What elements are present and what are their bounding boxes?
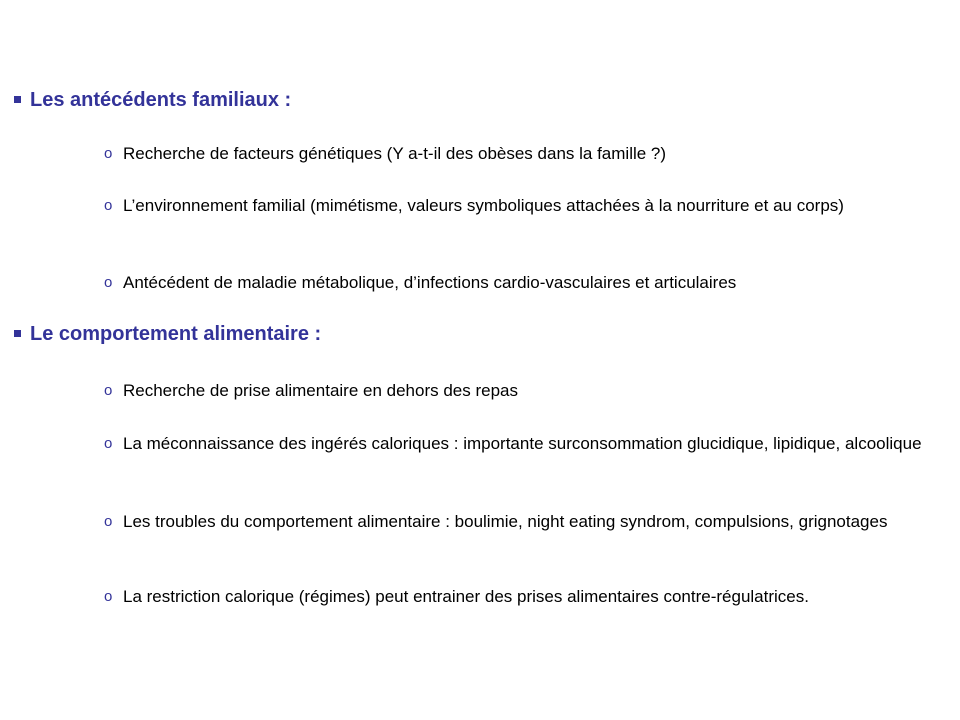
list-item-text: Les troubles du comportement alimentaire : boulimie, night eating syndrom, compulsions, grignotages bbox=[123, 512, 888, 531]
list-item bbox=[104, 193, 944, 218]
list-item bbox=[104, 509, 944, 534]
circle-bullet-icon: o bbox=[104, 145, 113, 162]
circle-bullet-icon: o bbox=[104, 197, 113, 214]
list-item-text: Recherche de prise alimentaire en dehors des repas bbox=[123, 381, 519, 400]
list-item-text: La méconnaissance des ingérés caloriques : importante surconsommation glucidique, lipidique, alcoolique bbox=[123, 434, 922, 453]
list-item bbox=[104, 270, 944, 295]
circle-bullet-icon: o bbox=[104, 513, 113, 530]
circle-bullet-icon: o bbox=[104, 588, 113, 605]
section-heading bbox=[14, 322, 944, 346]
circle-bullet-icon: o bbox=[104, 382, 113, 399]
section-eating-behaviour bbox=[14, 322, 944, 346]
section-heading bbox=[14, 88, 944, 112]
section-heading-text: Le comportement alimentaire : bbox=[30, 323, 322, 345]
list-item-text: La restriction calorique (régimes) peut entrainer des prises alimentaires contre-régulatrices. bbox=[123, 587, 809, 606]
list-item-text: Antécédent de maladie métabolique, d’infections cardio-vasculaires et articulaires bbox=[123, 273, 737, 292]
section-heading-text: Les antécédents familiaux : bbox=[30, 89, 292, 111]
list-item-text: Recherche de facteurs génétiques (Y a-t-il des obèses dans la famille ?) bbox=[123, 144, 667, 163]
circle-bullet-icon: o bbox=[104, 435, 113, 452]
square-bullet-icon bbox=[14, 96, 21, 103]
list-item bbox=[104, 378, 944, 403]
square-bullet-icon bbox=[14, 330, 21, 337]
circle-bullet-icon: o bbox=[104, 274, 113, 291]
section-family-history bbox=[14, 88, 944, 112]
list-item bbox=[104, 584, 944, 609]
list-item bbox=[104, 431, 944, 456]
list-item-text: L’environnement familial (mimétisme, valeurs symboliques attachées à la nourriture et au corps) bbox=[123, 196, 844, 215]
list-item bbox=[104, 141, 944, 166]
